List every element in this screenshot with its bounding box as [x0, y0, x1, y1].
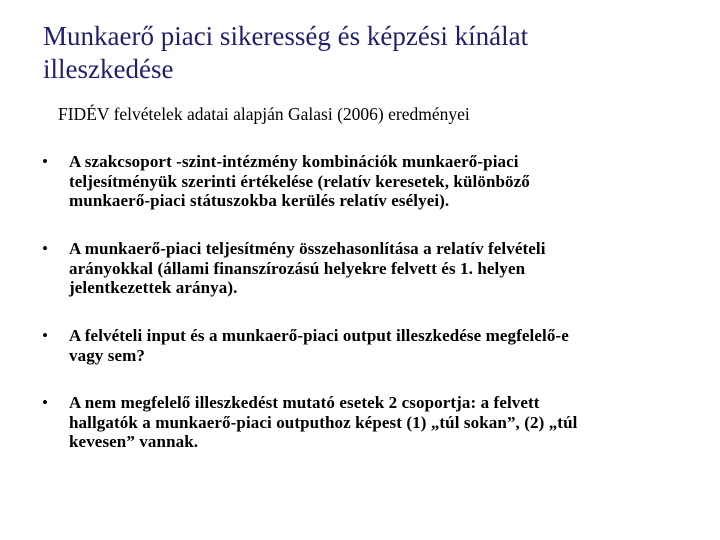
bullet-line: hallgatók a munkaerő-piaci outputhoz képest (1) „túl sokan”, (2) „túl: [69, 412, 578, 432]
bullet-line: A munkaerő-piaci teljesítmény összehasonlítása a relatív felvételi: [69, 239, 546, 258]
bullet-text: [69, 326, 669, 365]
slide-title-line-1: Munkaerő piaci sikeresség és képzési kínálat: [43, 21, 529, 51]
bullet-text: [69, 152, 669, 211]
bullet-dot-icon: •: [42, 393, 48, 412]
slide-title-line-2: illeszkedése: [43, 54, 174, 84]
bullet-line: A felvételi input és a munkaerő-piaci output illeszkedése megfelelő-e: [69, 326, 569, 345]
bullet-line: A nem megfelelő illeszkedést mutató esetek 2 csoportja: a felvett: [69, 393, 540, 412]
bullet-line: arányokkal (állami finanszírozású helyekre felvett és 1. helyen: [69, 258, 526, 278]
slide-subtitle: FIDÉV felvételek adatai alapján Galasi (2006) eredményei: [58, 104, 470, 124]
slide-title: [43, 20, 683, 86]
bullet-text: [69, 239, 669, 298]
bullet-line: kevesen” vannak.: [69, 432, 199, 451]
bullet-dot-icon: •: [42, 239, 48, 258]
bullet-text: [69, 393, 669, 452]
bullet-dot-icon: •: [42, 152, 48, 171]
bullet-line: jelentkezettek aránya).: [69, 278, 238, 297]
bullet-line: munkaerő-piaci státuszokba kerülés relatív esélyei).: [69, 191, 450, 210]
bullet-line: vagy sem?: [69, 345, 145, 365]
bullet-line: teljesítményük szerinti értékelése (relatív keresetek, különböző: [69, 171, 530, 191]
bullet-line: A szakcsoport -szint-intézmény kombinációk munkaerő-piaci: [69, 152, 519, 171]
bullet-dot-icon: •: [42, 326, 48, 345]
